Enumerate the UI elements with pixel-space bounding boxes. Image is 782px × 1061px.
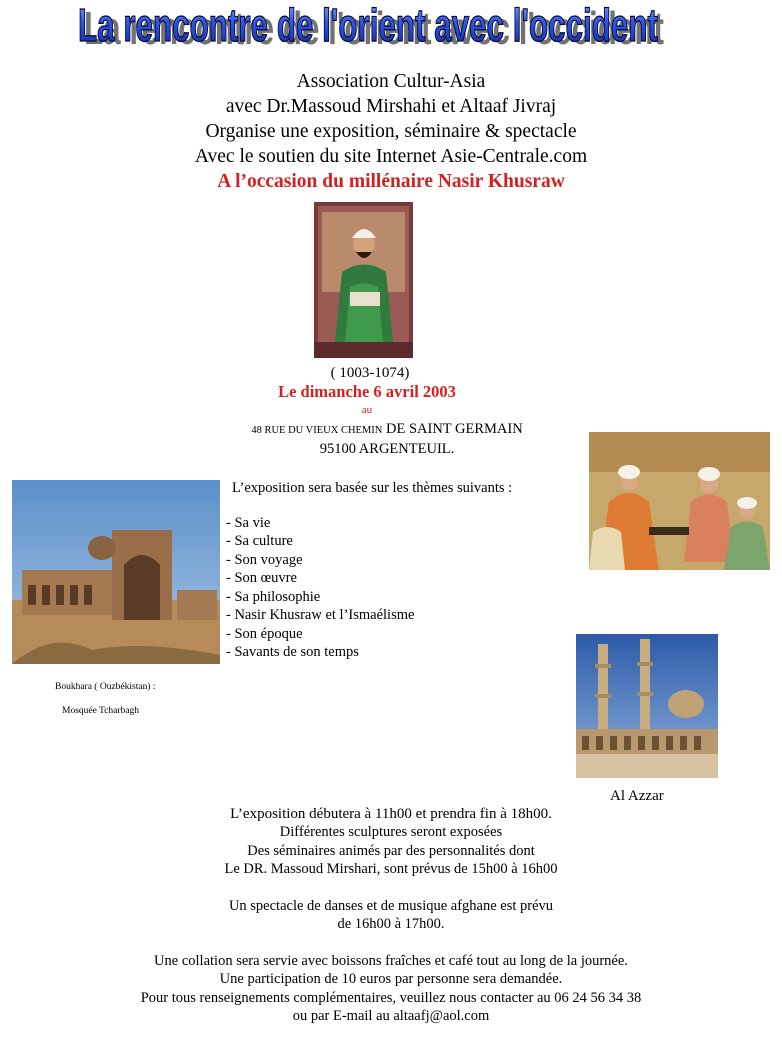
mosque-tcharbagh-image [12, 480, 220, 664]
mosque-caption-name: Mosquée Tcharbagh [62, 706, 139, 716]
theme-item: - Son voyage [226, 552, 303, 568]
schedule-show-time: de 16h00 à 17h00. [337, 916, 445, 932]
al-azhar-image [576, 634, 718, 778]
theme-item: - Nasir Khusraw et l’Ismaélisme [226, 607, 415, 623]
event-address-line2: 95100 ARGENTEUIL. [319, 441, 455, 457]
footer-fee: Une participation de 10 euros par personne sera demandée. [219, 971, 563, 987]
schedule-hours: L’exposition débutera à 11h00 et prendra fin à 18h00. [230, 806, 552, 822]
page-title [0, 0, 782, 66]
footer-collation: Une collation sera servie avec boissons fraîches et café tout au long de la journée. [154, 953, 628, 969]
mosque-caption-location: Boukhara ( Ouzbékistan) : [55, 682, 156, 692]
portrait-nasir-khusraw-image [314, 202, 413, 358]
schedule-sculptures: Différentes sculptures seront exposées [279, 824, 503, 840]
sponsor: Avec le soutien du site Internet Asie-Centrale.com [194, 146, 588, 167]
theme-item: - Son œuvre [226, 570, 297, 586]
event-au: au [361, 404, 373, 416]
theme-item: - Sa vie [226, 515, 271, 531]
event-type: Organise une exposition, séminaire & spectacle [205, 121, 577, 142]
page-title-shadow: La rencontre de l'orient avec l'occident [84, 2, 664, 54]
footer-contact-email: ou par E-mail au altaafj@aol.com [292, 1008, 490, 1024]
theme-item: - Sa culture [226, 533, 293, 549]
schedule-seminar-time: Le DR. Massoud Mirshari, sont prévus de 15h00 à 16h00 [224, 861, 558, 877]
footer-contact-phone: Pour tous renseignements complémentaires, veuillez nous contacter au 06 24 56 34 38 [140, 990, 642, 1006]
themes-heading: L’exposition sera basée sur les thèmes suivants : [232, 480, 513, 496]
organizers: avec Dr.Massoud Mirshahi et Altaaf Jivraj [225, 96, 557, 117]
page-title-text: La rencontre de l'orient avec l'occident [78, 0, 658, 51]
association-name: Association Cultur-Asia [296, 71, 486, 92]
theme-item: - Son époque [226, 626, 303, 642]
theme-item: - Sa philosophie [226, 589, 321, 605]
al-azhar-caption: Al Azzar [610, 788, 664, 804]
address-street: 48 RUE DU VIEUX CHEMIN [251, 425, 383, 436]
schedule-seminars: Des séminaires animés par des personnalités dont [247, 843, 535, 859]
event-date: Le dimanche 6 avril 2003 [278, 382, 456, 401]
theme-item: - Savants de son temps [226, 644, 359, 660]
occasion: A l’occasion du millénaire Nasir Khusraw [217, 171, 565, 192]
scholars-painting-image [589, 432, 770, 570]
schedule-show: Un spectacle de danses et de musique afghane est prévu [228, 898, 554, 914]
portrait-dates: ( 1003-1074) [330, 365, 410, 381]
address-saint-germain: DE SAINT GERMAIN [382, 421, 523, 437]
